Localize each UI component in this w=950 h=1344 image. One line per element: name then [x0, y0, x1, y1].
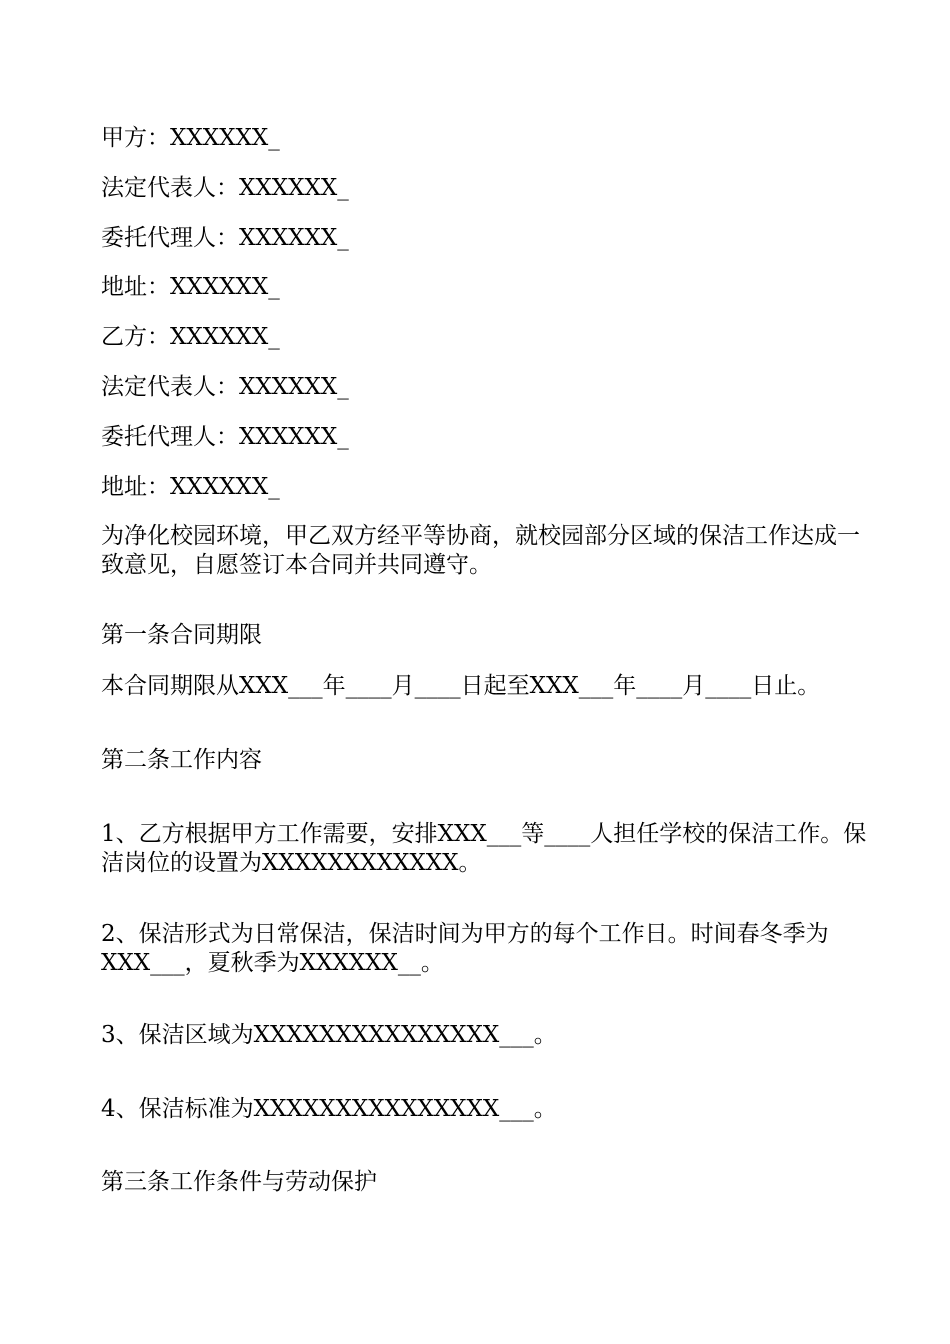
article-2-item-4: 4、保洁标准为XXXXXXXXXXXXXXX___。: [101, 1096, 557, 1122]
article-1-term-text: 本合同期限从XXX___年____月____日起至XXX___年____月____日止。: [101, 673, 821, 699]
party-a-legal-rep-line: 法定代表人：XXXXXX_: [101, 175, 349, 201]
article-3-heading: 第三条工作条件与劳动保护: [101, 1169, 377, 1195]
article-2-item-1: 1、乙方根据甲方工作需要，安排XXX___等____人担任学校的保洁工作。保洁岗位的设置为XXXXXXXXXXXX。: [101, 821, 867, 876]
party-b-address-line: 地址：XXXXXX_: [101, 474, 280, 500]
party-b-line: 乙方：XXXXXX_: [101, 324, 280, 350]
party-b-agent-line: 委托代理人：XXXXXX_: [101, 424, 349, 450]
article-2-item-2: 2、保洁形式为日常保洁，保洁时间为甲方的每个工作日。时间春冬季为XXX___，夏秋季为XXXXXX__。: [101, 921, 829, 976]
party-a-address-line: 地址：XXXXXX_: [101, 274, 280, 300]
party-b-legal-rep-line: 法定代表人：XXXXXX_: [101, 374, 349, 400]
intro-paragraph: 为净化校园环境，甲乙双方经平等协商，就校园部分区域的保洁工作达成一致意见，自愿签订本合同并共同遵守。: [101, 523, 860, 578]
article-2-item-3: 3、保洁区域为XXXXXXXXXXXXXXX___。: [101, 1022, 557, 1048]
party-a-agent-line: 委托代理人：XXXXXX_: [101, 225, 349, 251]
party-a-line: 甲方：XXXXXX_: [101, 125, 280, 151]
article-2-heading: 第二条工作内容: [101, 747, 262, 773]
article-1-heading: 第一条合同期限: [101, 622, 262, 648]
